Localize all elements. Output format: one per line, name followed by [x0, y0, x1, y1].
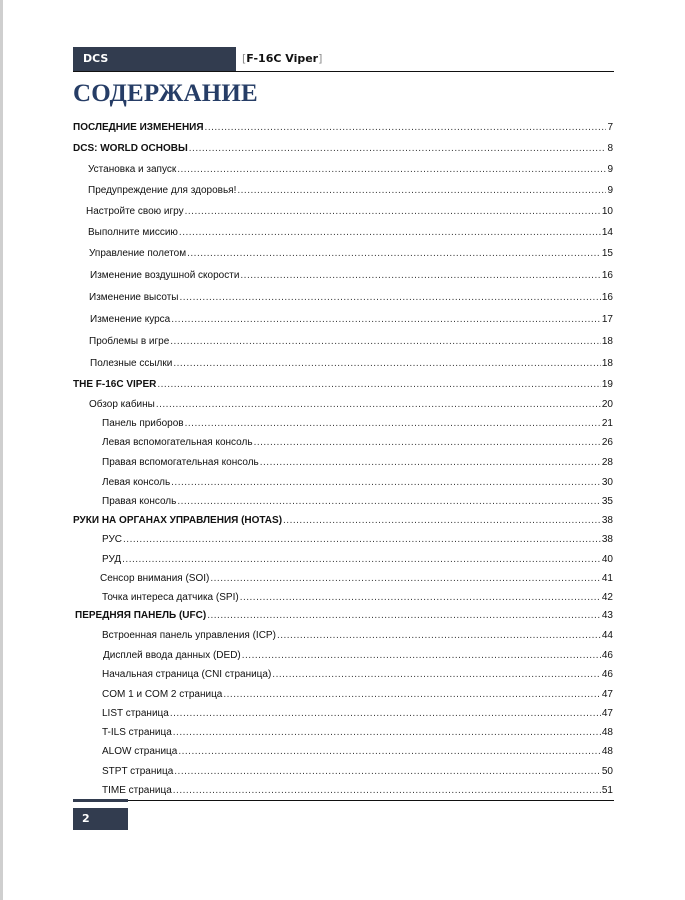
page-number-badge: [73, 808, 128, 830]
toc-dot-leader: [283, 515, 601, 526]
toc-dot-leader: [170, 336, 601, 347]
toc-dot-leader: [170, 708, 601, 719]
toc-entry[interactable]: [102, 457, 613, 471]
toc-entry[interactable]: [102, 689, 613, 703]
header-divider: [73, 71, 614, 72]
toc-dot-leader: [174, 766, 601, 777]
toc-entry[interactable]: [90, 358, 613, 372]
toc-dot-leader: [156, 399, 601, 410]
toc-entry-label: ПОСЛЕДНИЕ ИЗМЕНЕНИЯ: [73, 122, 204, 133]
toc-entry-label: РУКИ НА ОРГАНАХ УПРАВЛЕНИЯ (HOTAS): [73, 515, 283, 526]
toc-entry-page: 41: [601, 573, 613, 584]
header-title-text: F-16C Viper: [246, 52, 319, 65]
toc-dot-leader: [240, 270, 600, 281]
toc-dot-leader: [207, 610, 601, 621]
toc-entry[interactable]: [73, 143, 613, 157]
toc-entry-page: 15: [601, 248, 613, 259]
toc-dot-leader: [157, 379, 601, 390]
toc-entry-label: Изменение высоты: [89, 292, 179, 303]
toc-dot-leader: [171, 314, 601, 325]
toc-entry-label: Левая вспомогательная консоль: [102, 437, 253, 448]
toc-entry[interactable]: [102, 785, 613, 799]
toc-entry-label: Дисплей ввода данных (DED): [103, 650, 241, 661]
toc-entry[interactable]: [86, 206, 613, 220]
toc-entry-label: Настройте свою игру: [86, 206, 184, 217]
toc-entry-page: 30: [601, 477, 613, 488]
toc-entry-label: Левая консоль: [102, 477, 171, 488]
toc-entry[interactable]: [102, 418, 613, 432]
toc-entry[interactable]: [89, 248, 613, 262]
toc-entry-page: 18: [601, 358, 613, 369]
toc-heading: СОДЕРЖАНИЕ: [73, 80, 258, 107]
toc-entry[interactable]: [88, 185, 613, 199]
toc-entry-label: Проблемы в игре: [89, 336, 170, 347]
toc-dot-leader: [277, 630, 601, 641]
header-document-title: [242, 51, 322, 67]
toc-entry-page: 28: [601, 457, 613, 468]
toc-entry-page: 19: [601, 379, 613, 390]
toc-entry-label: Изменение курса: [90, 314, 171, 325]
toc-entry[interactable]: [102, 630, 613, 644]
toc-entry-label: Правая вспомогательная консоль: [102, 457, 259, 468]
header-brand-bar: [73, 47, 236, 71]
toc-entry-page: 9: [607, 164, 613, 175]
toc-entry-label: T-ILS страница: [102, 727, 172, 738]
toc-dot-leader: [272, 669, 601, 680]
toc-entry[interactable]: [90, 270, 613, 284]
toc-entry[interactable]: [73, 379, 613, 393]
toc-dot-leader: [171, 477, 601, 488]
toc-dot-leader: [178, 746, 601, 757]
toc-entry-page: 51: [601, 785, 613, 796]
toc-entry[interactable]: [75, 610, 613, 624]
toc-entry-label: ПЕРЕДНЯЯ ПАНЕЛЬ (UFC): [75, 610, 207, 621]
toc-dot-leader: [189, 143, 607, 154]
toc-entry-page: 7: [607, 122, 613, 133]
toc-entry-label: Встроенная панель управления (ICP): [102, 630, 276, 641]
toc-dot-leader: [177, 496, 601, 507]
toc-entry[interactable]: [102, 554, 613, 568]
bracket-close: ]: [318, 52, 323, 65]
toc-dot-leader: [187, 248, 601, 259]
toc-entry-page: 21: [601, 418, 613, 429]
toc-entry-page: 44: [601, 630, 613, 641]
toc-dot-leader: [177, 164, 606, 175]
toc-dot-leader: [185, 418, 601, 429]
toc-entry-label: Панель приборов: [102, 418, 184, 429]
toc-entry-label: STPT страница: [102, 766, 174, 777]
toc-entry-page: 8: [607, 143, 613, 154]
page-number: 2: [82, 812, 90, 825]
toc-entry-label: Точка интереса датчика (SPI): [102, 592, 239, 603]
toc-dot-leader: [173, 358, 601, 369]
toc-entry[interactable]: [102, 437, 613, 451]
toc-dot-leader: [223, 689, 601, 700]
toc-entry-page: 46: [601, 669, 613, 680]
toc-entry-label: Начальная страница (CNI страница): [102, 669, 272, 680]
toc-entry-label: ALOW страница: [102, 746, 178, 757]
toc-entry[interactable]: [73, 515, 613, 529]
header-brand: DCS: [83, 52, 109, 65]
toc-entry-page: 18: [601, 336, 613, 347]
toc-entry[interactable]: [88, 164, 613, 178]
toc-entry-page: 47: [601, 708, 613, 719]
toc-dot-leader: [123, 534, 601, 545]
toc-entry[interactable]: [90, 314, 613, 328]
toc-entry-page: 43: [601, 610, 613, 621]
toc-entry[interactable]: [89, 399, 613, 413]
toc-entry-label: Предупреждение для здоровья!: [88, 185, 237, 196]
toc-dot-leader: [122, 554, 601, 565]
toc-dot-leader: [173, 785, 601, 796]
toc-entry[interactable]: [102, 592, 613, 606]
footer-divider: [128, 800, 614, 801]
toc-entry[interactable]: [103, 650, 613, 664]
bracket-open: [: [242, 52, 247, 65]
toc-entry-label: DCS: WORLD ОСНОВЫ: [73, 143, 188, 154]
toc-entry-label: Правая консоль: [102, 496, 177, 507]
toc-dot-leader: [205, 122, 607, 133]
toc-entry[interactable]: [102, 669, 613, 683]
toc-dot-leader: [242, 650, 601, 661]
footer-accent-rule: [73, 799, 128, 802]
toc-dot-leader: [240, 592, 601, 603]
toc-entry[interactable]: [102, 496, 613, 510]
toc-entry-label: TIME страница: [102, 785, 172, 796]
toc-entry-page: 40: [601, 554, 613, 565]
toc-entry[interactable]: [73, 122, 613, 136]
toc-entry-label: Выполните миссию: [88, 227, 178, 238]
toc-dot-leader: [237, 185, 606, 196]
toc-entry-label: РУД: [102, 554, 122, 565]
page-edge: [0, 0, 3, 900]
toc-entry-page: 48: [601, 746, 613, 757]
toc-entry-page: 35: [601, 496, 613, 507]
toc-entry[interactable]: [102, 766, 613, 780]
toc-entry-label: Полезные ссылки: [90, 358, 173, 369]
toc-entry-page: 16: [601, 292, 613, 303]
toc-entry-page: 38: [601, 534, 613, 545]
toc-entry-label: LIST страница: [102, 708, 169, 719]
toc-dot-leader: [260, 457, 601, 468]
toc-entry-label: Установка и запуск: [88, 164, 177, 175]
toc-entry[interactable]: [100, 573, 613, 587]
toc-entry-label: Обзор кабины: [89, 399, 155, 410]
toc-entry[interactable]: [88, 227, 613, 241]
toc-entry[interactable]: [102, 727, 613, 741]
toc-dot-leader: [179, 227, 601, 238]
toc-entry-label: РУС: [102, 534, 123, 545]
toc-entry-label: Управление полетом: [89, 248, 187, 259]
toc-entry-page: 9: [607, 185, 613, 196]
toc-entry-page: 46: [601, 650, 613, 661]
toc-entry-page: 38: [601, 515, 613, 526]
toc-entry-page: 50: [601, 766, 613, 777]
toc-entry[interactable]: [102, 477, 613, 491]
toc-entry-label: COM 1 и COM 2 страница: [102, 689, 223, 700]
toc-dot-leader: [254, 437, 601, 448]
toc-entry-page: 26: [601, 437, 613, 448]
toc-entry[interactable]: [89, 336, 613, 350]
toc-entry-page: 14: [601, 227, 613, 238]
toc-entry-page: 10: [601, 206, 613, 217]
toc-entry-label: Изменение воздушной скорости: [90, 270, 240, 281]
toc-entry-label: THE F-16C VIPER: [73, 379, 157, 390]
toc-dot-leader: [179, 292, 600, 303]
toc-entry-page: 47: [601, 689, 613, 700]
toc-entry[interactable]: [102, 534, 613, 548]
toc-dot-leader: [185, 206, 601, 217]
toc-entry-page: 20: [601, 399, 613, 410]
toc-entry-page: 16: [601, 270, 613, 281]
toc-dot-leader: [173, 727, 601, 738]
toc-entry-page: 17: [601, 314, 613, 325]
toc-entry-page: 42: [601, 592, 613, 603]
toc-entry[interactable]: [102, 708, 613, 722]
toc-entry-page: 48: [601, 727, 613, 738]
toc-entry-label: Сенсор внимания (SOI): [100, 573, 210, 584]
toc-dot-leader: [210, 573, 601, 584]
toc-entry[interactable]: [89, 292, 613, 306]
toc-entry[interactable]: [102, 746, 613, 760]
